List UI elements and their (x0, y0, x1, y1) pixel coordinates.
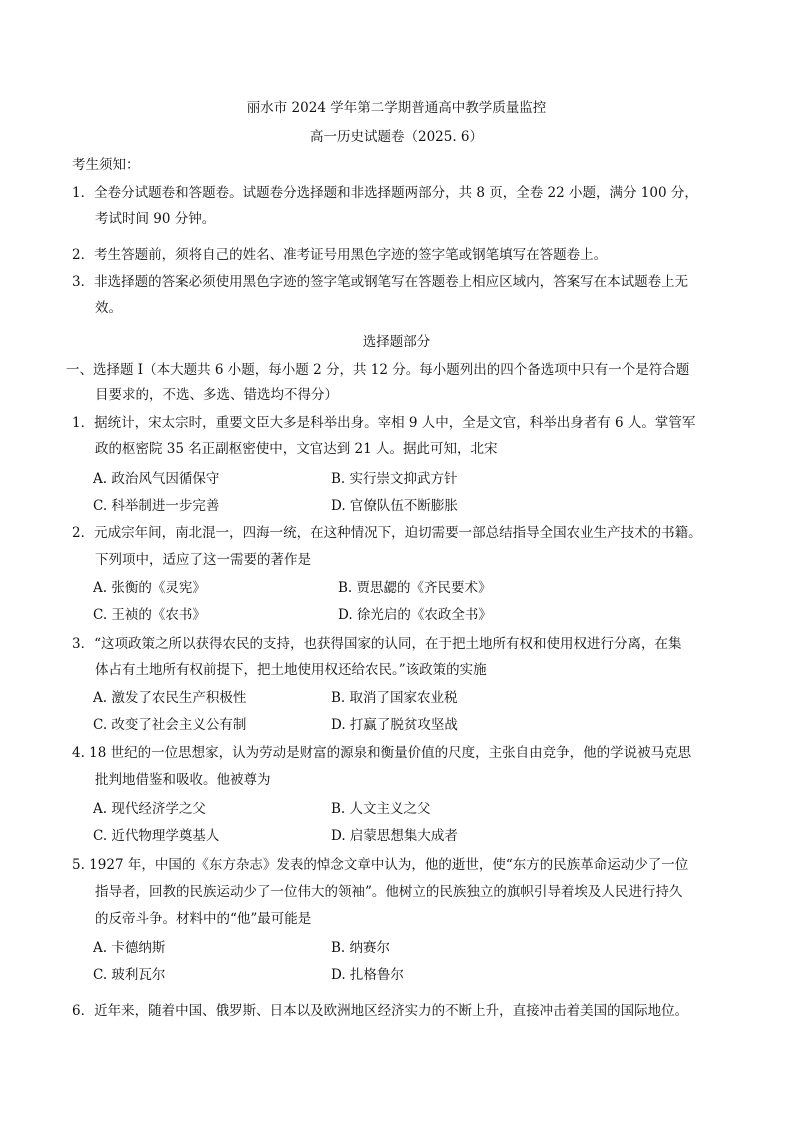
notice-item-2: 2．考生答题前，须将自己的姓名、准考证号用黑色字迹的签字笔或钢笔填写在答题卷上。 (72, 247, 608, 263)
section-heading-cont: 目要求的，不选、多选、错选均不得分） (95, 387, 338, 403)
part-title: 选择题部分 (362, 334, 431, 350)
question-5-stem-cont-2: 的反帝斗争。材料中的“他”最可能是 (95, 911, 312, 927)
question-3-stem: 3．“这项政策之所以获得农民的支持，也获得国家的认同，在于把土地所有权和使用权进行分离，在集 (72, 636, 682, 652)
question-5-option-c: C. 玻利瓦尔 (93, 967, 166, 983)
question-1-option-b: B. 实行崇文抑武方针 (331, 471, 458, 487)
question-5-option-b: B. 纳赛尔 (331, 940, 391, 956)
notice-heading: 考生须知： (72, 157, 140, 173)
question-4-stem-cont: 批判地借鉴和吸收。他被尊为 (95, 772, 271, 788)
notice-item-3: 3．非选择题的答案必须使用黑色字迹的签字笔或钢笔写在答题卷上相应区域内，答案写在本试题卷上无 (72, 274, 689, 290)
question-1-option-a: A. 政治风气因循保守 (93, 471, 220, 487)
question-5-option-d: D. 扎格鲁尔 (331, 967, 404, 983)
notice-item-1-cont: 考试时间 90 分钟。 (95, 211, 216, 227)
question-3-option-a: A. 激发了农民生产积极性 (93, 690, 247, 706)
question-5-option-a: A. 卡德纳斯 (93, 940, 166, 956)
question-2-option-a: A. 张衡的《灵宪》 (93, 580, 206, 596)
question-1-stem-cont: 政的枢密院 35 名正副枢密使中，文官达到 21 人。据此可知，北宋 (95, 441, 498, 457)
question-4-option-a: A. 现代经济学之父 (93, 801, 206, 817)
question-2-option-b: B. 贾思勰的《齐民要术》 (338, 580, 492, 596)
question-2-stem: 2．元成宗年间，南北混一，四海一统，在这种情况下，迫切需要一部总结指导全国农业生产技术的书籍。 (72, 525, 702, 541)
notice-item-1: 1．全卷分试题卷和答题卷。试题卷分选择题和非选择题两部分，共 8 页，全卷 22 小题，满分 100 分， (72, 185, 698, 201)
question-4-option-d: D. 启蒙思想集大成者 (331, 828, 458, 844)
question-3-option-c: C. 改变了社会主义公有制 (93, 717, 247, 733)
question-5-stem-cont-1: 指导者，回教的民族运动少了一位伟大的领袖”。他树立的民族独立的旗帜引导着埃及人民进行持久 (95, 884, 683, 900)
notice-item-3-cont: 效。 (95, 300, 122, 316)
exam-title: 丽水市 2024 学年第二学期普通高中教学质量监控 (246, 100, 547, 116)
question-1-option-c: C. 科举制进一步完善 (93, 498, 220, 514)
question-4-stem: 4. 18 世纪的一位思想家，认为劳动是财富的源泉和衡量价值的尺度，主张自由竞争，他的学说被马克思 (72, 745, 692, 761)
question-6-stem: 6．近年来，随着中国、俄罗斯、日本以及欧洲地区经济实力的不断上升，直接冲击着美国的国际地位。 (72, 1003, 689, 1019)
section-heading: 一、选择题 I（本大题共 6 小题，每小题 2 分，共 12 分。每小题列出的四个备选项中只有一个是符合题 (66, 362, 690, 378)
question-2-stem-cont: 下列项中，适应了这一需要的著作是 (95, 552, 311, 568)
exam-subtitle: 高一历史试题卷（2025. 6） (309, 129, 484, 145)
question-5-stem: 5. 1927 年，中国的《东方杂志》发表的悼念文章中认为，他的逝世，使“东方的民族革命运动少了一位 (72, 857, 689, 873)
question-3-stem-cont: 体占有土地所有权前提下，把土地使用权还给农民。”该政策的实施 (95, 662, 487, 678)
question-2-option-d: D. 徐光启的《农政全书》 (338, 607, 492, 623)
question-1-stem: 1．据统计，宋太宗时，重要文臣大多是科举出身。宰相 9 人中，全是文官，科举出身者有 6 人。掌管军 (72, 415, 696, 431)
question-4-option-b: B. 人文主义之父 (331, 801, 431, 817)
question-3-option-b: B. 取消了国家农业税 (331, 690, 458, 706)
question-1-option-d: D. 官僚队伍不断膨胀 (331, 498, 458, 514)
question-2-option-c: C. 王祯的《农书》 (93, 607, 206, 623)
question-3-option-d: D. 打赢了脱贫攻坚战 (331, 717, 458, 733)
question-4-option-c: C. 近代物理学奠基人 (93, 828, 220, 844)
